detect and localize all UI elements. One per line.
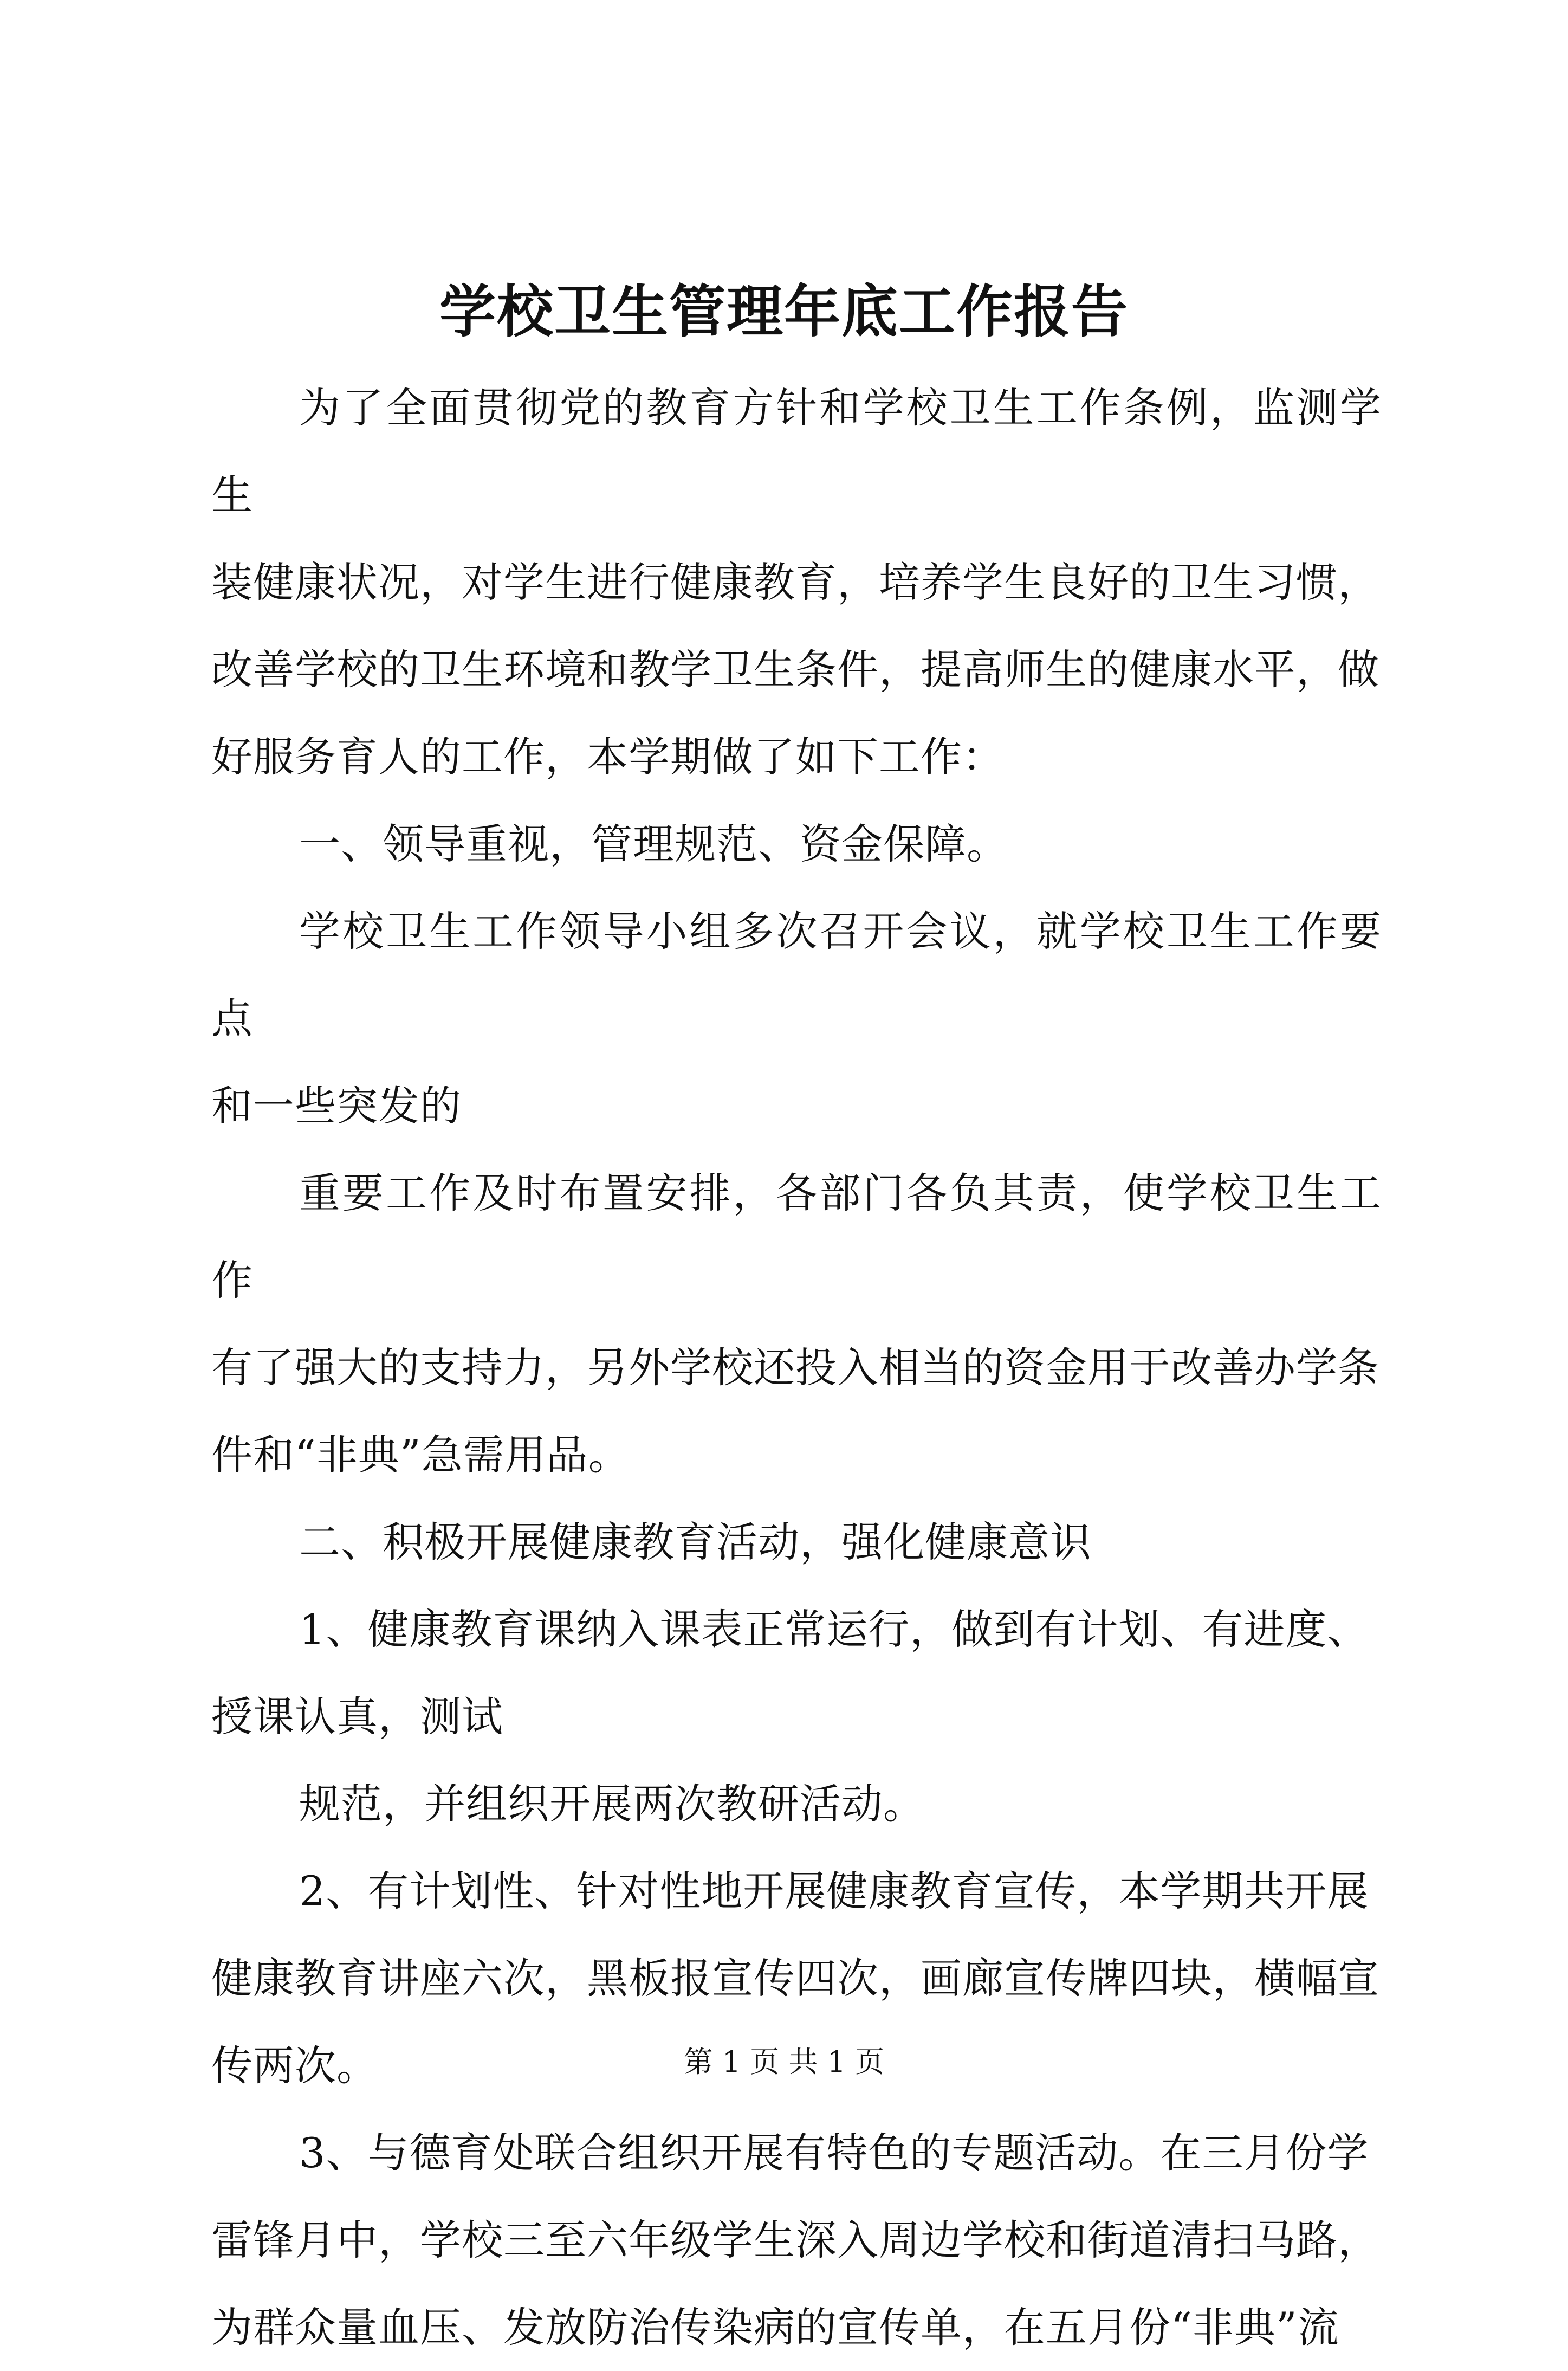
text-line: 学校卫生工作领导小组多次召开会议，就学校卫生工作要点 [211, 907, 1382, 1043]
text-line: 3、与德育处联合组织开展有特色的专题活动。在三月份学 [299, 2129, 1369, 2177]
paragraph-meetings [211, 888, 1382, 1149]
text-line: 二、积极开展健康教育活动，强化健康意识 [299, 1518, 1092, 1566]
page-footer: 第 1 页 共 1 页 [683, 2045, 885, 2079]
text-line: 装健康状况，对学生进行健康教育，培养学生良好的卫生习惯， [211, 558, 1379, 606]
paragraph-standards [211, 1760, 1382, 1847]
document-title: 学校卫生管理年底工作报告 [439, 278, 1129, 345]
section-heading-2 [211, 1498, 1382, 1586]
text-line: 雷锋月中，学校三至六年级学生深入周边学校和街道清扫马路， [211, 2216, 1379, 2264]
text-line: 好服务育人的工作，本学期做了如下工作： [211, 733, 1004, 781]
paragraph-intro [211, 364, 1382, 800]
text-line: 规范，并组织开展两次教研活动。 [299, 1780, 925, 1828]
paragraph-arrangements [211, 1149, 1382, 1498]
text-line: 重要工作及时布置安排，各部门各负其责，使学校卫生工作 [211, 1169, 1382, 1304]
section-heading-1 [211, 800, 1382, 888]
text-line: 为群众量血压、发放防治传染病的宣传单，在五月份“非典”流 [211, 2303, 1339, 2351]
text-line: 件和“非典”急需用品。 [211, 1431, 630, 1479]
text-line: 授课认真，测试 [211, 1692, 503, 1741]
list-item-3 [211, 2109, 1382, 2371]
text-line: 健康教育讲座六次，黑板报宣传四次，画廊宣传牌四块，横幅宣 [211, 1954, 1379, 2002]
text-line: 一、领导重视，管理规范、资金保障。 [299, 820, 1008, 868]
text-line: 和一些突发的 [211, 1082, 462, 1130]
text-line: 改善学校的卫生环境和教学卫生条件，提高师生的健康水平，做 [211, 645, 1379, 694]
text-line: 1、健康教育课纳入课表正常运行，做到有计划、有进度、 [299, 1605, 1369, 1653]
text-line: 传两次。 [211, 2041, 378, 2090]
text-line: 2、有计划性、针对性地开展健康教育宣传，本学期共开展 [299, 1867, 1369, 1915]
text-line: 有了强大的支持力，另外学校还投入相当的资金用于改善办学条 [211, 1343, 1379, 1392]
text-line: 为了全面贯彻党的教育方针和学校卫生工作条例，监测学生 [211, 384, 1382, 519]
list-item-1 [211, 1586, 1382, 1760]
